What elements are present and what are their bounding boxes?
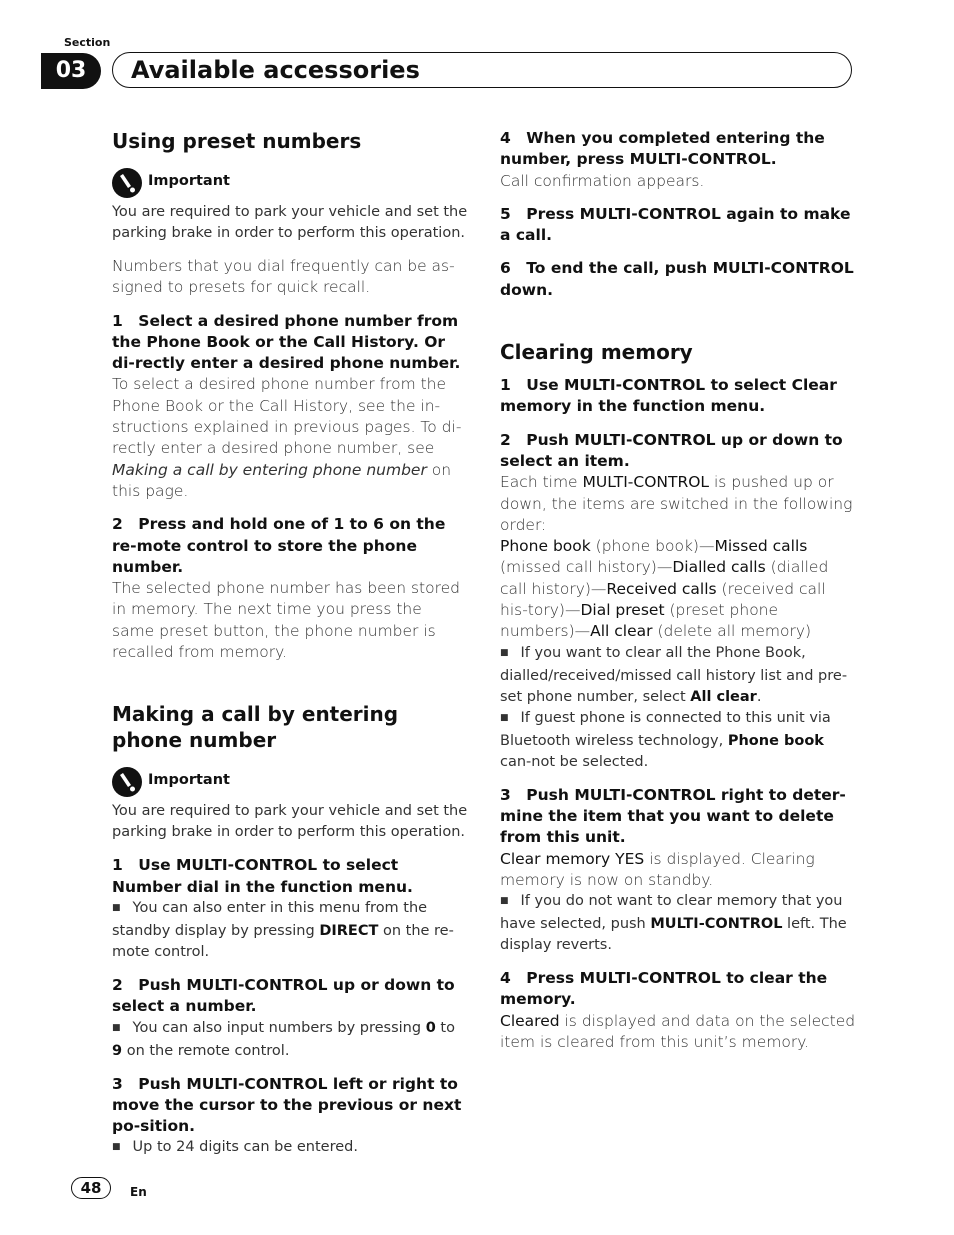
cross-reference: Making a call by entering phone number (112, 460, 427, 479)
bold-text: DIRECT (319, 922, 379, 939)
preset-step-1: 1 Select a desired phone number from the Phone Book or the Call History. Or di-rectly enter a desired phone number. (112, 311, 461, 373)
making-step-2: 2 Push MULTI-CONTROL up or down to select a number. (112, 975, 455, 1016)
text: (phone book)— (590, 537, 715, 556)
bold-text: MULTI-CONTROL (582, 473, 710, 492)
right-column (500, 128, 856, 1053)
clearing-step-3-body (500, 849, 856, 892)
clearing-step-2-note-2 (500, 708, 856, 773)
preset-step-2-body: The selected phone number has been stored in memory. The next time you press the same preset button, the phone number is recalled from memory. (112, 579, 460, 662)
clearing-step-2: 2 Push MULTI-CONTROL up or down to select an item. (500, 430, 843, 470)
text: (received call his-tory)— (500, 579, 826, 620)
text: (preset phone numbers)— (500, 601, 779, 641)
bold-text: Cleared (500, 1011, 560, 1030)
clearing-step-2-body (500, 472, 856, 536)
making-step-4-body: Call confirmation appears. (500, 171, 705, 190)
text: To select a desired phone number from the Phone Book or the Call History, see the in-structions explained in previous pages. To di-rectly enter a desired phone number, see (112, 375, 462, 458)
text: on the remote control. (122, 1042, 290, 1059)
making-step-1: 1 Use MULTI-CONTROL to select Number dial in the function menu. (112, 856, 413, 896)
making-step-3: 3 Push MULTI-CONTROL left or right to move the cursor to the previous or next po-sition. (112, 1074, 462, 1136)
language-code: En (130, 1185, 147, 1199)
text: is displayed and data on the selected item is cleared from this unit’s memory. (500, 1011, 856, 1052)
important-text: You are required to park your vehicle and set the parking brake in order to perform this operation. (112, 803, 468, 841)
heading-clearing-memory: Clearing memory (500, 340, 693, 365)
section-label: Section (64, 36, 111, 49)
text: If guest phone is connected to this unit via Bluetooth wireless technology, (500, 709, 831, 749)
page-title: Available accessories (131, 56, 420, 84)
bold-text: Dial preset (580, 601, 665, 620)
text: on the re-mote control. (112, 922, 454, 960)
clearing-step-4-body (500, 1011, 856, 1054)
making-step-1-note (112, 898, 468, 963)
preset-step-1-body (112, 374, 468, 502)
making-step-2-note (112, 1018, 468, 1062)
text: is displayed. Clearing memory is now on standby. (500, 849, 815, 889)
clearing-step-2-note-1 (500, 643, 856, 708)
heading-using-preset-numbers: Using preset numbers (112, 129, 362, 153)
text: on this page. (112, 460, 452, 500)
text: (missed call history)— (500, 558, 673, 577)
making-step-3-note: ■ Up to 24 digits can be entered. (112, 1137, 468, 1160)
important-label: Important (148, 173, 230, 189)
section-number: 03 (41, 53, 101, 89)
bold-text: Missed calls (714, 537, 808, 556)
bold-text: All clear (590, 622, 653, 641)
heading-making-a-call: Making a call by entering phone number (112, 702, 399, 753)
important-icon (112, 168, 142, 198)
bold-text: MULTI-CONTROL (650, 916, 783, 933)
text: If you do not want to clear memory that you have selected, push (500, 893, 843, 933)
making-step-6: 6 To end the call, push MULTI-CONTROL down. (500, 259, 854, 299)
important-icon (112, 767, 142, 797)
clearing-step-3-note (500, 891, 856, 956)
bold-text: All clear (690, 688, 757, 705)
bold-text: Received calls (606, 579, 717, 598)
text: is pushed up or down, the items are switched in the following order: (500, 473, 853, 534)
making-step-5: 5 Press MULTI-CONTROL again to make a call. (500, 204, 851, 245)
bold-text: 9 (112, 1042, 123, 1059)
page-number: 48 (71, 1177, 111, 1199)
bold-text: Dialled calls (672, 558, 766, 577)
important-notice (112, 767, 468, 795)
text: Each time (500, 473, 583, 492)
text: can-not be selected. (500, 753, 649, 770)
clearing-step-1: 1 Use MULTI-CONTROL to select Clear memory in the function menu. (500, 376, 837, 416)
bold-text: Phone book (500, 537, 591, 556)
important-notice (112, 168, 468, 196)
text: . (756, 688, 762, 705)
preset-step-2: 2 Press and hold one of 1 to 6 on the re-mote control to store the phone number. (112, 515, 446, 576)
important-text: You are required to park your vehicle and set the parking brake in order to perform this operation. (112, 204, 468, 241)
text: You can also input numbers by pressing (132, 1019, 426, 1036)
text: You can also enter in this menu from the standby display by pressing (112, 899, 428, 939)
bold-text: 0 (425, 1019, 436, 1036)
text: If you want to clear all the Phone Book, dialled/received/missed call history list and pre-set phone number, select (500, 644, 848, 705)
clearing-step-3: 3 Push MULTI-CONTROL right to deter-mine the item that you want to delete from this unit. (500, 785, 846, 847)
left-column (112, 128, 468, 1160)
important-label: Important (148, 772, 230, 789)
text: (dialled call history)— (500, 558, 829, 598)
bold-text: Phone book (727, 732, 824, 749)
text: (delete all memory) (652, 622, 812, 641)
clearing-step-4: 4 Press MULTI-CONTROL to clear the memory. (500, 969, 828, 1009)
making-step-4: 4 When you completed entering the number, press MULTI-CONTROL. (500, 129, 825, 169)
text: to (435, 1019, 455, 1036)
preset-intro: Numbers that you dial frequently can be as-signed to presets for quick recall. (112, 257, 455, 297)
text: left. The display reverts. (500, 916, 847, 954)
bold-text: Clear memory YES (500, 849, 645, 868)
clearing-item-order (500, 536, 856, 642)
